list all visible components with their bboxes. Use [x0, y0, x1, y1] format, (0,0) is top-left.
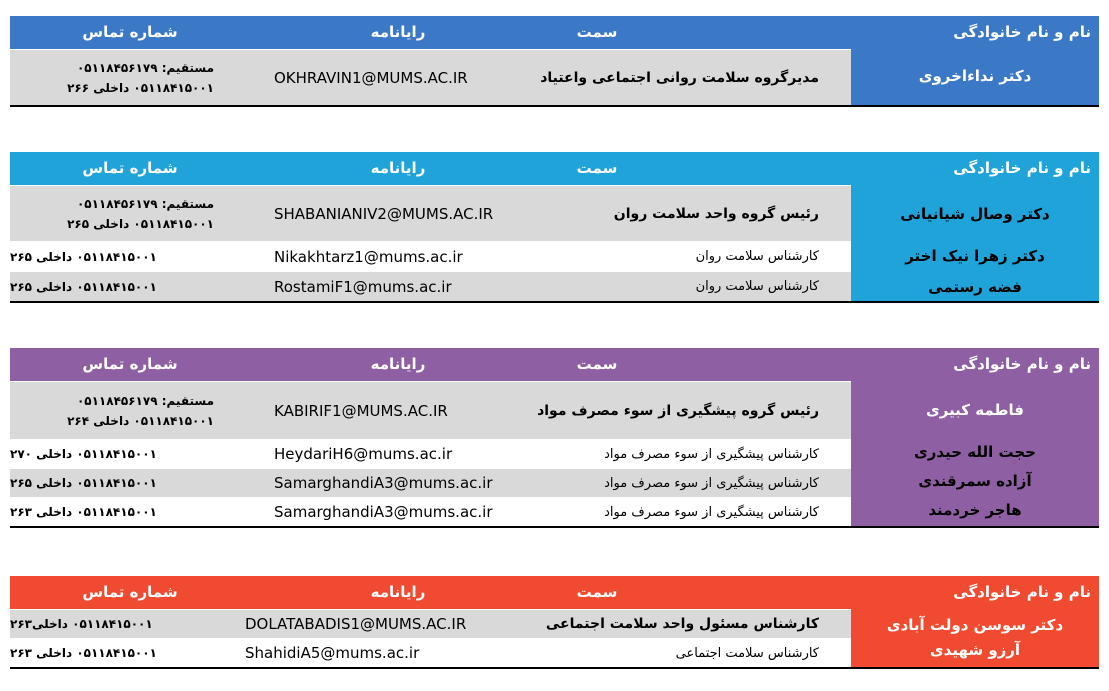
table-row — [10, 497, 851, 526]
person-name: دکتر وصال شیانیانی — [900, 205, 1050, 223]
table-bottom-border — [10, 105, 1099, 107]
phone-cell — [10, 50, 220, 105]
phone-cell — [10, 382, 220, 439]
phone-direct: مستقیم: ۰۵۱۱۸۴۵۶۱۷۹ — [76, 60, 214, 75]
phone-cell: ۰۵۱۱۸۴۱۵۰۰۱ داخلی ۲۶۵ — [10, 249, 157, 264]
position-cell: کارشناس سلامت روان — [695, 279, 819, 294]
table-row — [10, 381, 851, 439]
header-email: رایانامه — [370, 159, 426, 177]
email-link[interactable]: HeydariH6@mums.ac.ir — [274, 445, 453, 463]
email-link[interactable]: Nikakhtarz1@mums.ac.ir — [274, 247, 463, 266]
person-name: فضه رستمی — [928, 278, 1022, 296]
phone-direct: مستقیم: ۰۵۱۱۸۴۵۶۱۷۹ — [76, 393, 214, 408]
table-bottom-border — [10, 301, 1099, 303]
phone-cell: ۰۵۱۱۸۴۱۵۰۰۱ داخلی۲۶۳ — [10, 617, 153, 631]
position-cell: کارشناس پیشگیری از سوء مصرف مواد — [604, 504, 819, 520]
header-position: سمت — [576, 355, 618, 373]
header-phone: شماره تماس — [82, 23, 178, 41]
table-header — [10, 348, 1099, 381]
email-link[interactable]: RostamiF1@mums.ac.ir — [274, 277, 452, 296]
phone-cell: ۰۵۱۱۸۴۱۵۰۰۱ داخلی ۲۷۰ — [10, 447, 157, 461]
table-row — [10, 638, 851, 667]
phone-cell: ۰۵۱۱۸۴۱۵۰۰۱ داخلی ۲۶۳ — [10, 505, 157, 519]
position-cell: کارشناس پیشگیری از سوء مصرف مواد — [604, 446, 819, 462]
header-phone: شماره تماس — [82, 355, 178, 373]
position-cell: مدیرگروه سلامت روانی اجتماعی واعتیاد — [540, 69, 819, 86]
email-link[interactable]: KABIRIF1@MUMS.AC.IR — [274, 401, 448, 420]
contact-table-mental-health — [10, 152, 1099, 301]
header-position: سمت — [576, 23, 618, 41]
phone-direct: مستقیم: ۰۵۱۱۸۴۵۶۱۷۹ — [76, 196, 214, 211]
position-cell: کارشناس پیشگیری از سوء مصرف مواد — [604, 475, 819, 491]
person-name: فاطمه کبیری — [925, 401, 1024, 419]
email-link[interactable]: ShahidiA5@mums.ac.ir — [245, 644, 420, 662]
person-name: آرزو شهیدی — [929, 641, 1021, 659]
table-row — [10, 49, 851, 105]
phone-extension: ۰۵۱۱۸۴۱۵۰۰۱ داخلی ۲۶۶ — [67, 80, 214, 95]
header-name: نام و نام خانوادگی — [953, 23, 1091, 41]
email-link[interactable]: OKHRAVIN1@MUMS.AC.IR — [274, 68, 468, 87]
position-cell: رئیس گروه واحد سلامت روان — [613, 205, 819, 222]
phone-cell: ۰۵۱۱۸۴۱۵۰۰۱ داخلی ۲۶۵ — [10, 279, 157, 294]
person-name: هاجر خردمند — [928, 501, 1022, 519]
person-name: دکتر زهرا نیک اختر — [905, 247, 1045, 265]
contact-table-mental-health-head — [10, 16, 1099, 105]
person-name: دکتر نداءاخروی — [918, 67, 1032, 85]
table-header — [10, 152, 1099, 185]
person-name: دکتر سوسن دولت آبادی — [886, 616, 1064, 634]
table-bottom-border — [10, 667, 1099, 669]
header-position: سمت — [576, 583, 618, 601]
table-row — [10, 439, 851, 468]
table-row — [10, 609, 851, 638]
table-row — [10, 241, 851, 271]
contact-table-social-health — [10, 576, 1099, 667]
contact-table-substance-prevention — [10, 348, 1099, 526]
position-cell: کارشناس سلامت روان — [695, 249, 819, 264]
email-link[interactable]: SamarghandiA3@mums.ac.ir — [274, 503, 493, 521]
table-header — [10, 16, 1099, 49]
position-cell: رئیس گروه پیشگیری از سوء مصرف مواد — [537, 402, 819, 419]
email-link[interactable]: SamarghandiA3@mums.ac.ir — [274, 474, 493, 492]
position-cell: کارشناس مسئول واحد سلامت اجتماعی — [545, 616, 819, 632]
header-name: نام و نام خانوادگی — [953, 583, 1091, 601]
table-bottom-border — [10, 526, 1099, 528]
phone-cell — [10, 186, 220, 241]
header-name: نام و نام خانوادگی — [953, 355, 1091, 373]
email-link[interactable]: DOLATABADIS1@MUMS.AC.IR — [245, 615, 467, 633]
table-header — [10, 576, 1099, 609]
header-name: نام و نام خانوادگی — [953, 159, 1091, 177]
header-phone: شماره تماس — [82, 159, 178, 177]
header-email: رایانامه — [370, 23, 426, 41]
email-link[interactable]: SHABANIANIV2@MUMS.AC.IR — [274, 204, 494, 223]
header-position: سمت — [576, 159, 618, 177]
table-row — [10, 185, 851, 241]
header-email: رایانامه — [370, 355, 426, 373]
phone-cell: ۰۵۱۱۸۴۱۵۰۰۱ داخلی ۲۶۳ — [10, 646, 157, 660]
person-name: آزاده سمرقندی — [918, 472, 1032, 490]
header-email: رایانامه — [370, 583, 426, 601]
table-row — [10, 468, 851, 497]
table-row — [10, 271, 851, 301]
phone-extension: ۰۵۱۱۸۴۱۵۰۰۱ داخلی ۲۶۵ — [67, 216, 214, 231]
person-name: حجت الله حیدری — [914, 443, 1036, 461]
phone-cell: ۰۵۱۱۸۴۱۵۰۰۱ داخلی ۲۶۵ — [10, 476, 157, 490]
header-phone: شماره تماس — [82, 583, 178, 601]
phone-extension: ۰۵۱۱۸۴۱۵۰۰۱ داخلی ۲۶۴ — [67, 413, 214, 428]
position-cell: کارشناس سلامت اجتماعی — [675, 645, 819, 661]
